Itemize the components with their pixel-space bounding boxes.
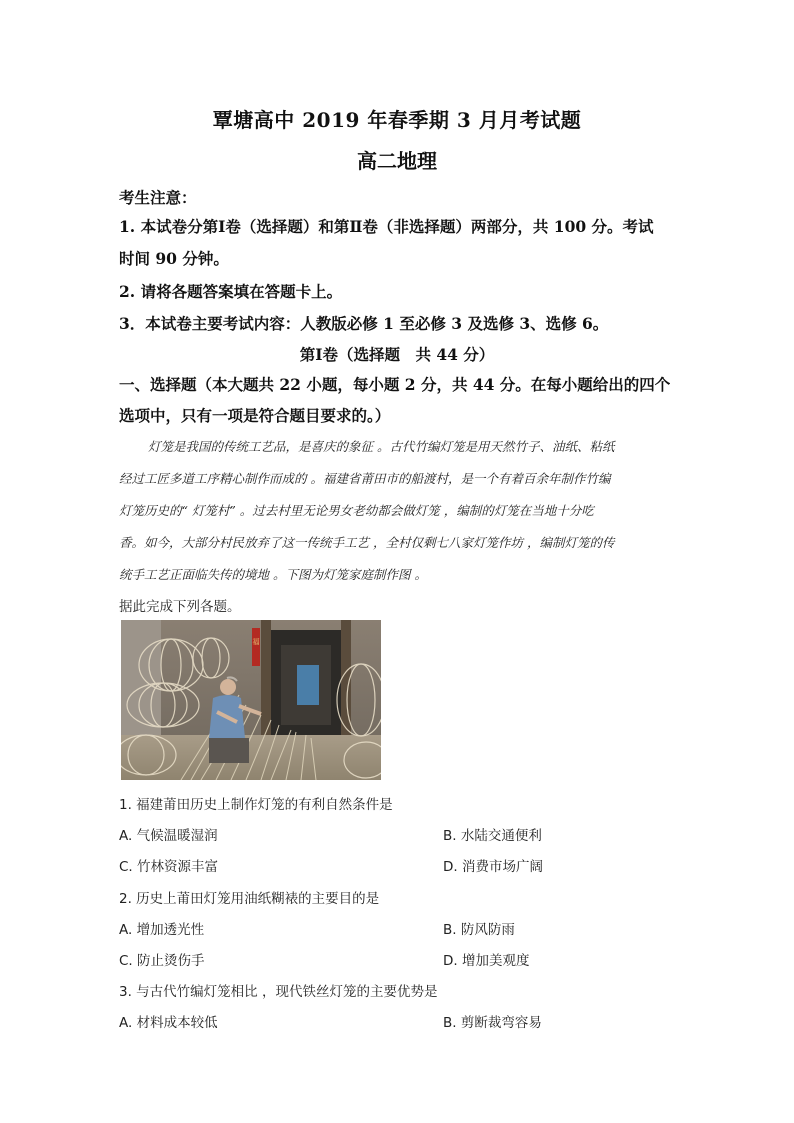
door-couplet-text: 福 [252,638,260,646]
question-1-option-a: A. 气候温暖湿润 [119,828,218,844]
notice-item-1-line-1: 1. 本试卷分第Ⅰ卷（选择题）和第Ⅱ卷（非选择题）两部分，共 100 分。考试 [119,217,654,236]
passage-line-2: 经过工匠多道工序精心制作而成的 。福建省莆田市的船渡村，是一个有着百余年制作竹编 [119,471,611,486]
question-2-option-d: D. 增加美观度 [443,953,530,969]
question-3-stem: 3. 与古代竹编灯笼相比 ，现代铁丝灯笼的主要优势是 [119,984,438,1000]
question-1-option-d: D. 消费市场广阔 [443,859,543,875]
passage-instruction: 据此完成下列各题。 [119,599,241,615]
question-1-option-b: B. 水陆交通便利 [443,828,542,844]
section-heading: 第Ⅰ卷（选择题 共 44 分） [299,345,495,364]
notice-item-3: 3．本试卷主要考试内容：人教版必修 1 至必修 3 及选修 3、选修 6。 [119,314,609,333]
passage-line-4: 香。如今，大部分村民放弃了这一传统手工艺 ，全村仅剩七八家灯笼作坊 ，编制灯笼的传 [119,535,615,550]
exam-title: 覃塘高中 2019 年春季期 3 月月考试题 [212,108,582,132]
question-2-option-c: C. 防止烫伤手 [119,953,205,969]
notice-item-1-line-2: 时间 90 分钟。 [119,249,229,268]
question-3-option-b: B. 剪断裁弯容易 [443,1015,542,1031]
lantern-making-photo [121,620,381,780]
passage-line-1: 灯笼是我国的传统工艺品，是喜庆的象征 。古代竹编灯笼是用天然竹子、油纸、粘纸 [148,439,615,454]
notice-item-2: 2. 请将各题答案填在答题卡上。 [119,282,343,301]
question-2-option-b: B. 防风防雨 [443,922,515,938]
passage-line-3: 灯笼历史的“ 灯笼村” 。过去村里无论男女老幼都会做灯笼 ，编制的灯笼在当地十分吃 [119,503,594,518]
question-1-option-c: C. 竹林资源丰富 [119,859,219,875]
question-2-stem: 2. 历史上莆田灯笼用油纸糊裱的主要目的是 [119,891,380,907]
notice-heading: 考生注意： [119,188,197,207]
question-3-option-a: A. 材料成本较低 [119,1015,218,1031]
section-intro-line-1: 一、选择题（本大题共 22 小题，每小题 2 分，共 44 分。在每小题给出的四个 [119,375,671,394]
passage-line-5: 统手工艺正面临失传的境地 。下图为灯笼家庭制作图 。 [119,567,427,582]
question-2-option-a: A. 增加透光性 [119,922,205,938]
question-1-stem: 1. 福建莆田历史上制作灯笼的有利自然条件是 [119,797,393,813]
exam-subject: 高二地理 [357,149,437,173]
section-intro-line-2: 选项中，只有一项是符合题目要求的。） [119,406,391,425]
